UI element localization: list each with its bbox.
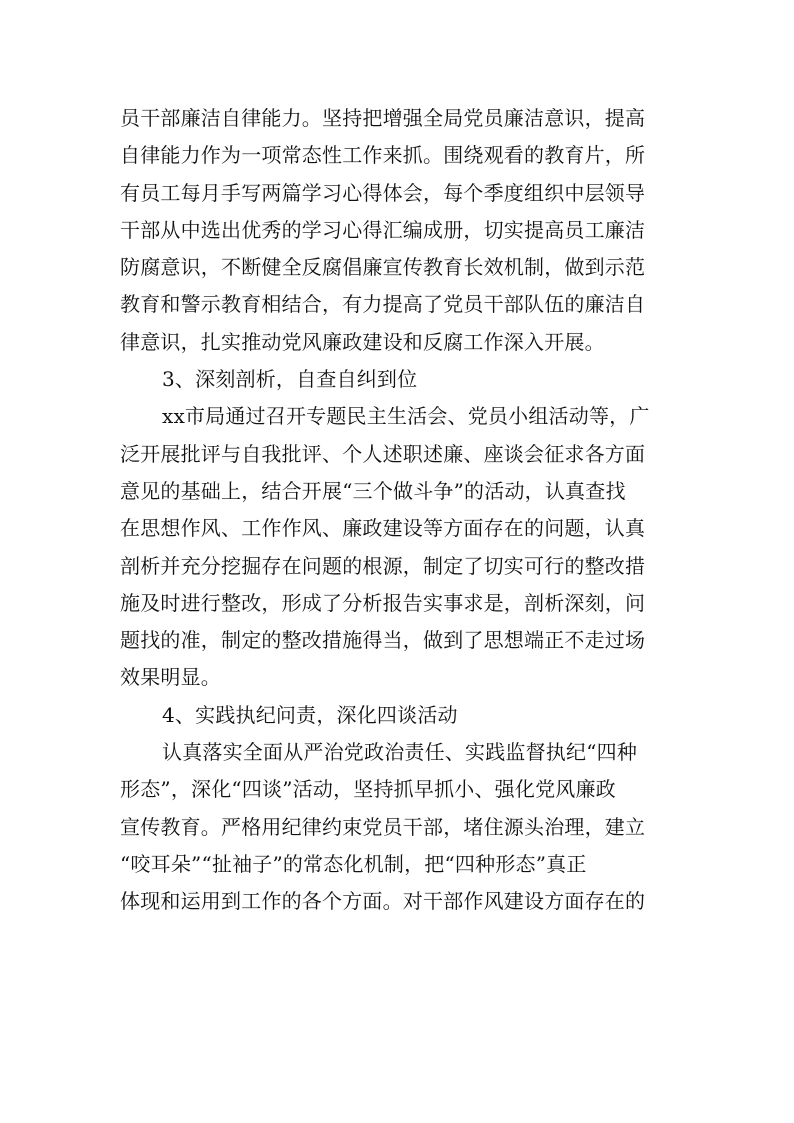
paragraph-line: 自律能力作为一项常态性工作来抓。围绕观看的教育片，所 xyxy=(120,143,646,168)
paragraph-line: 在思想作风、工作作风、廉政建设等方面存在的问题，认真 xyxy=(120,516,646,541)
paragraph-line: 教育和警示教育相结合，有力提高了党员干部队伍的廉洁自 xyxy=(120,292,646,317)
paragraph-line: 律意识，扎实推动党风廉政建设和反腐工作深入开展。 xyxy=(120,329,605,354)
paragraph-line: “咬耳朵”“扯袖子”的常态化机制，把“四种形态”真正 xyxy=(120,851,587,876)
paragraph-line: xx市局通过召开专题民主生活会、党员小组活动等，广 xyxy=(162,404,650,429)
paragraph-line: 剖析并充分挖掘存在问题的根源，制定了切实可行的整改措 xyxy=(120,553,646,578)
paragraph-line: 形态”，深化“四谈”活动，坚持抓早抓小、强化党风廉政 xyxy=(120,777,616,802)
paragraph-line: 意见的基础上，结合开展“三个做斗争”的活动，认真查找 xyxy=(120,478,626,503)
paragraph-line: 干部从中选出优秀的学习心得汇编成册，切实提高员工廉洁 xyxy=(120,217,646,242)
paragraph-line: 体现和运用到工作的各个方面。对干部作风建设方面存在的 xyxy=(120,889,646,914)
paragraph-line: 施及时进行整改，形成了分析报告实事求是，剖析深刻，问 xyxy=(120,590,646,615)
paragraph-line: 宣传教育。严格用纪律约束党员干部，堵住源头治理，建立 xyxy=(120,814,646,839)
paragraph-line: 员干部廉洁自律能力。坚持把增强全局党员廉洁意识，提高 xyxy=(120,106,646,130)
section-heading-3: 3、深刻剖析，自查自纠到位 xyxy=(162,367,418,392)
paragraph-line: 效果明显。 xyxy=(120,665,221,690)
paragraph-line: 泛开展批评与自我批评、个人述职述廉、座谈会征求各方面 xyxy=(120,441,646,466)
paragraph-line: 题找的准，制定的整改措施得当，做到了思想端正不走过场 xyxy=(120,628,646,653)
paragraph-line: 防腐意识，不断健全反腐倡廉宣传教育长效机制，做到示范 xyxy=(120,255,646,280)
document-body xyxy=(120,100,676,921)
section-heading-4: 4、实践执纪问责，深化四谈活动 xyxy=(162,702,458,727)
paragraph-line: 有员工每月手写两篇学习心得体会，每个季度组织中层领导 xyxy=(120,180,646,205)
paragraph-line: 认真落实全面从严治党政治责任、实践监督执纪“四种 xyxy=(162,740,638,765)
